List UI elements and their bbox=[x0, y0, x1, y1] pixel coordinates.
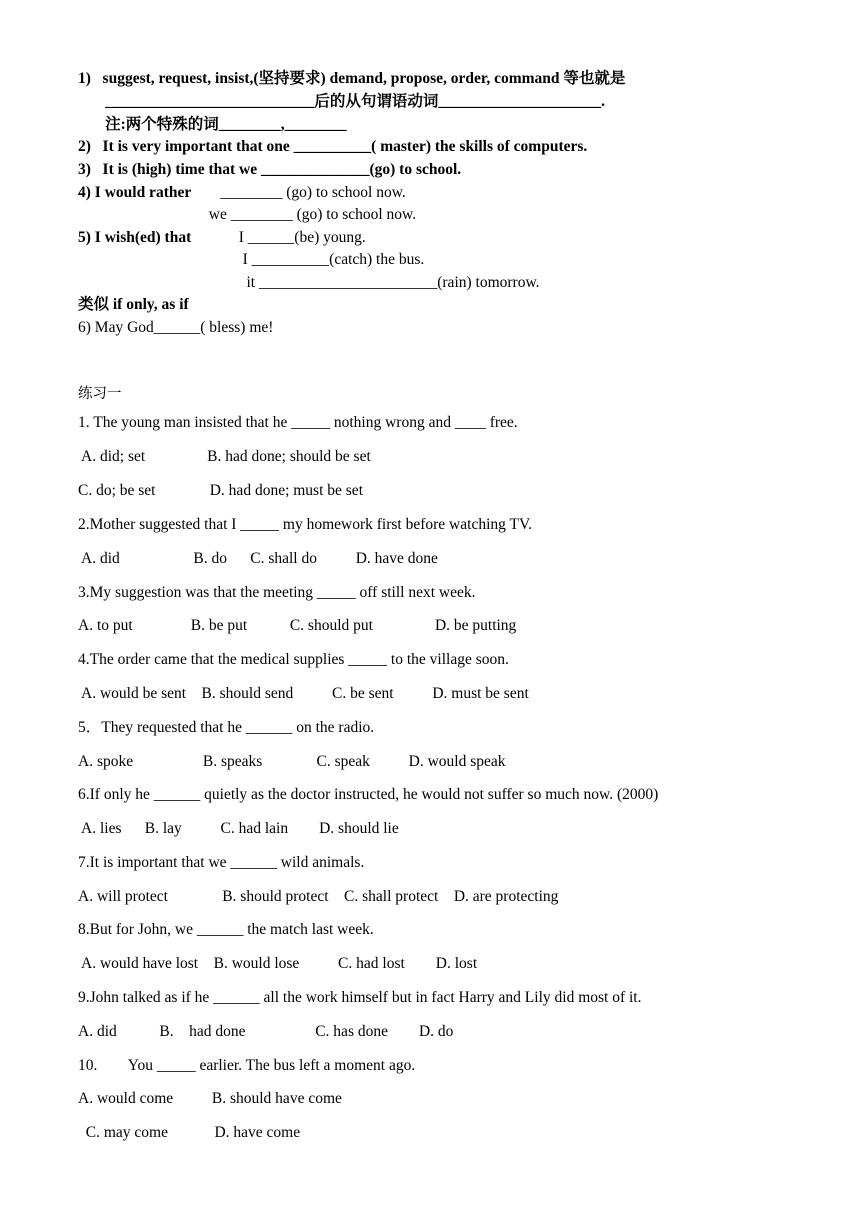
exercise-line: A. to put B. be put C. should put D. be putting bbox=[78, 617, 517, 634]
exercise-line: A. did B. had done C. has done D. do bbox=[78, 1023, 454, 1040]
exercise-line: 10. You _____ earlier. The bus left a moment ago. bbox=[78, 1057, 416, 1074]
note-line: 4) I would rather bbox=[78, 184, 192, 201]
exercise-line: 7.It is important that we ______ wild animals. bbox=[78, 854, 365, 871]
exercise-line: A. will protect B. should protect C. shall protect D. are protecting bbox=[78, 888, 559, 905]
exercise-line: A. would be sent B. should send C. be sent D. must be sent bbox=[78, 685, 529, 702]
note-line: 6) May God______( bless) me! bbox=[78, 319, 274, 336]
exercise-line: 3.My suggestion was that the meeting _____ off still next week. bbox=[78, 584, 476, 601]
exercise-line: 1. The young man insisted that he _____ nothing wrong and ____ free. bbox=[78, 414, 518, 431]
note-line: we ________ (go) to school now. bbox=[170, 206, 417, 223]
note-line: 类似 if only, as if bbox=[78, 296, 189, 313]
exercise-line: C. do; be set D. had done; must be set bbox=[78, 482, 363, 499]
exercise-line: 6.If only he ______ quietly as the doctor instructed, he would not suffer so much now. (2000) bbox=[78, 786, 659, 803]
exercise-line: A. did B. do C. shall do D. have done bbox=[78, 550, 438, 567]
note-line: I ______(be) young. bbox=[200, 229, 366, 246]
exercise-line: 5．They requested that he ______ on the radio. bbox=[78, 719, 375, 736]
note-line: ________ (go) to school now. bbox=[170, 184, 406, 201]
note-line: ___________________________后的从句谓语动词_____________________. bbox=[78, 93, 606, 110]
exercise-line: 8.But for John, we ______ the match last week. bbox=[78, 921, 374, 938]
exercise-line: 4.The order came that the medical supplies _____ to the village soon. bbox=[78, 651, 509, 668]
exercise-line: A. did; set B. had done; should be set bbox=[78, 448, 371, 465]
note-line: I __________(catch) the bus. bbox=[200, 251, 425, 268]
note-line: 3) It is (high) time that we ______________(go) to school. bbox=[78, 161, 462, 178]
note-line: 注:两个特殊的词________,________ bbox=[78, 116, 347, 133]
exercise-line: 9.John talked as if he ______ all the work himself but in fact Harry and Lily did most of it. bbox=[78, 989, 642, 1006]
exercise-line: A. spoke B. speaks C. speak D. would speak bbox=[78, 753, 506, 770]
exercise-line: 2.Mother suggested that I _____ my homework first before watching TV. bbox=[78, 516, 533, 533]
note-line: 5) I wish(ed) that bbox=[78, 229, 192, 246]
note-line: it _______________________(rain) tomorrow. bbox=[200, 274, 540, 291]
exercise-line: A. would have lost B. would lose C. had lost D. lost bbox=[78, 955, 478, 972]
note-line: 1) suggest, request, insist,(坚持要求) demand, propose, order, command 等也就是 bbox=[78, 70, 626, 87]
exercise-line: C. may come D. have come bbox=[78, 1124, 301, 1141]
exercise-line: A. lies B. lay C. had lain D. should lie bbox=[78, 820, 399, 837]
exercise-title: 练习一 bbox=[78, 386, 122, 402]
exercise-line: A. would come B. should have come bbox=[78, 1090, 342, 1107]
note-line: 2) It is very important that one __________( master) the skills of computers. bbox=[78, 138, 588, 155]
